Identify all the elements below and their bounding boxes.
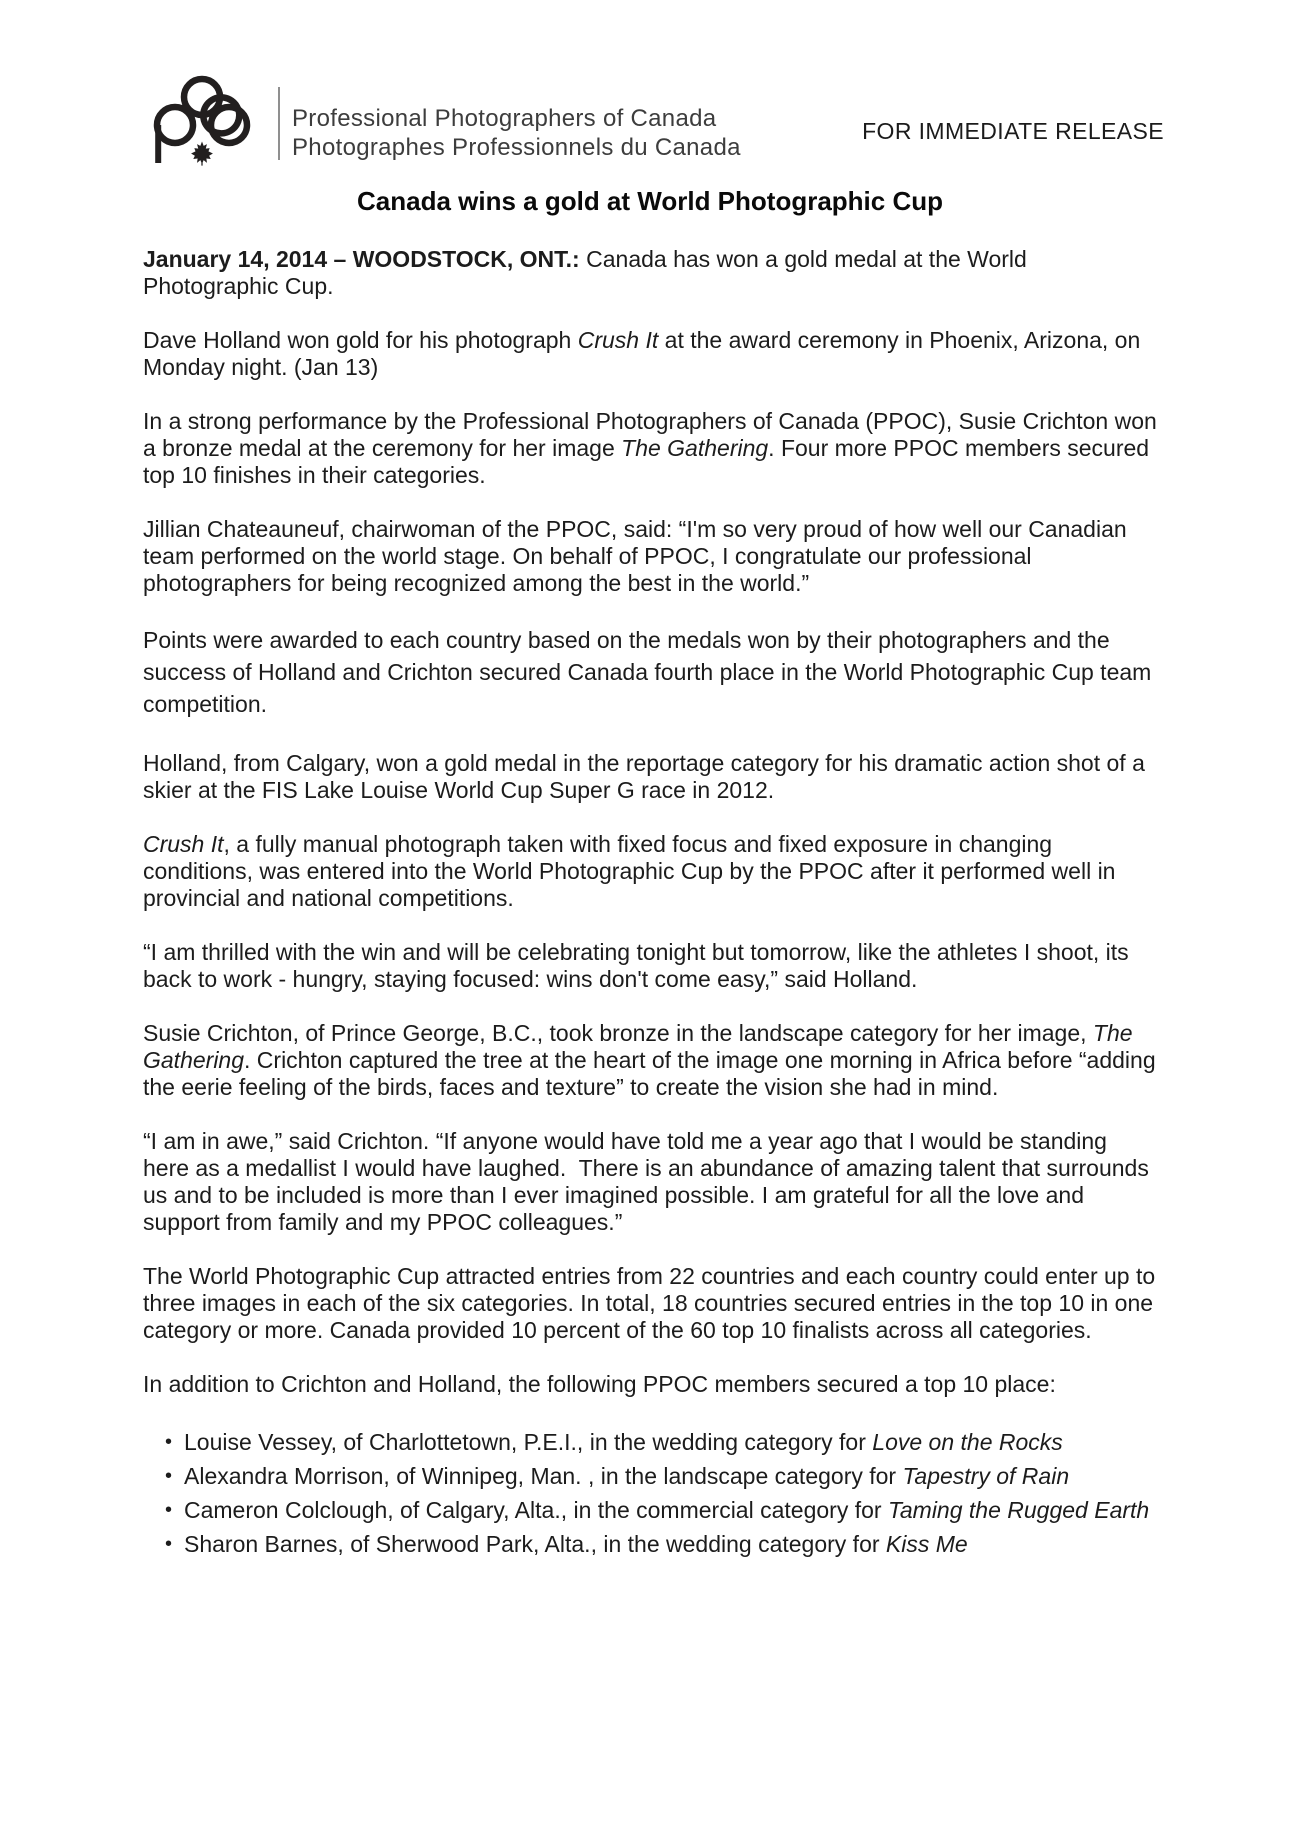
ppoc-logo — [150, 74, 254, 178]
list-item: • Sharon Barnes, of Sherwood Park, Alta., in the wedding category for Kiss Me — [143, 1527, 1159, 1561]
paragraph: “I am in awe,” said Crichton. “If anyone would have told me a year ago that I would be standing here as a medallist I would have laughed. There is an abundance of amazing talent that surrounds us and to be included is more than I ever imagined possible. I am grateful for all the love and support from family and my PPOC colleagues.” — [143, 1128, 1156, 1235]
document-body — [143, 246, 1164, 1561]
paragraph: Holland, from Calgary, won a gold medal in the reportage category for his dramatic action shot of a skier at the FIS Lake Louise World Cup Super G race in 2012. — [143, 750, 1152, 803]
bullet-icon: • — [165, 1465, 173, 1487]
bullet-icon: • — [165, 1499, 173, 1521]
paragraph: Dave Holland won gold for his photograph Crush It at the award ceremony in Phoenix, Arizona, on Monday night. (Jan 13) — [143, 327, 1147, 380]
paragraph: Susie Crichton, of Prince George, B.C., took bronze in the landscape category for her image, The Gathering. Crichton captured the tree at the heart of the image one morning in Africa before “adding the eerie feeling of the birds, faces and texture” to create the vision she had in mind. — [143, 1020, 1163, 1100]
list-item: • Louise Vessey, of Charlottetown, P.E.I., in the wedding category for Love on the Rocks — [143, 1425, 1159, 1459]
paragraph: Points were awarded to each country based on the medals won by their photographers and the success of Holland and Crichton secured Canada fourth place in the World Photographic Cup team competition. — [143, 627, 1158, 717]
header-divider — [278, 87, 280, 160]
org-name-french: Photographes Professionnels du Canada — [292, 134, 741, 161]
ppoc-logo-graphic — [150, 74, 254, 178]
release-label: FOR IMMEDIATE RELEASE — [862, 118, 1164, 144]
paragraph: In addition to Crichton and Holland, the following PPOC members secured a top 10 place: — [143, 1371, 1056, 1397]
bullet-icon: • — [165, 1431, 173, 1453]
paragraph: The World Photographic Cup attracted entries from 22 countries and each country could enter up to three images in each of the six categories. In total, 18 countries secured entries in the top 10 in one category or more. Canada provided 10 percent of the 60 top 10 finalists across all categories. — [143, 1263, 1162, 1343]
paragraph: Jillian Chateauneuf, chairwoman of the PPOC, said: “I'm so very proud of how well our Canadian team performed on the world stage. On behalf of PPOC, I congratulate our professional photographers for being recognized among the best in the world.” — [143, 516, 1134, 596]
list-item: • Cameron Colclough, of Calgary, Alta., in the commercial category for Taming the Rugged Earth — [143, 1493, 1159, 1527]
bullet-list — [143, 1425, 1159, 1561]
list-item: • Alexandra Morrison, of Winnipeg, Man. , in the landscape category for Tapestry of Rain — [143, 1459, 1159, 1493]
org-name-english: Professional Photographers of Canada — [292, 105, 717, 132]
paragraph: “I am thrilled with the win and will be celebrating tonight but tomorrow, like the athletes I shoot, its back to work - hungry, staying focused: wins don't come easy,” said Holland. — [143, 939, 1136, 992]
bullet-icon: • — [165, 1533, 173, 1555]
paragraph: Crush It, a fully manual photograph taken with fixed focus and fixed exposure in changing conditions, was entered into the World Photographic Cup by the PPOC after it performed well in provincial and national competitions. — [143, 831, 1122, 911]
paragraph: In a strong performance by the Professional Photographers of Canada (PPOC), Susie Crichton won a bronze medal at the ceremony for her image The Gathering. Four more PPOC members secured top 10 finishes in their categories. — [143, 408, 1164, 488]
maple-leaf-icon — [191, 141, 213, 165]
org-names — [292, 104, 741, 162]
logo-circle-bottom-c — [197, 91, 246, 140]
paragraph: January 14, 2014 – WOODSTOCK, ONT.: Canada has won a gold medal at the World Photographic Cup. — [143, 246, 1034, 299]
page-title: Canada wins a gold at World Photographic Cup — [357, 186, 943, 216]
logo-circle-left — [157, 107, 193, 143]
